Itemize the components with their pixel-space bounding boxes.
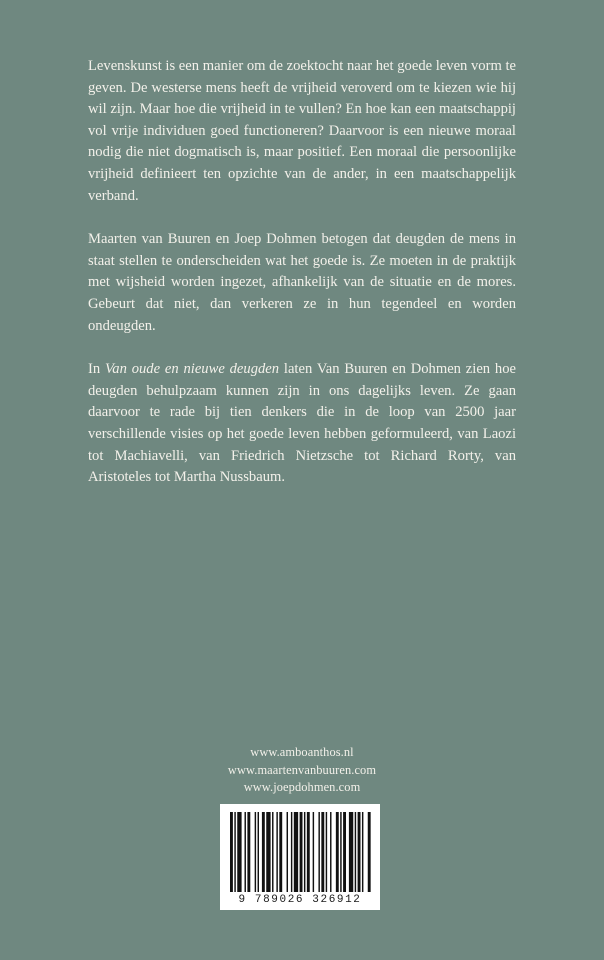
website-links: [0, 744, 604, 797]
blurb-paragraph-3-rest: laten Van Buuren en Dohmen zien hoe deugden behulpzaam kunnen zijn in ons dagelijks leven. Ze gaan daarvoor te rade bij tien denkers die in de loop van 2500 jaar verschillende visies op het goede leven hebben geformuleerd, van Laozi tot Machiavelli, van Friedrich Nietzsche tot Richard Rorty, van Aristoteles tot Martha Nussbaum.: [88, 361, 516, 486]
link-author-dohmen: www.joepdohmen.com: [243, 780, 361, 794]
blurb-paragraph-2: Maarten van Buuren en Joep Dohmen betogen dat deugden de mens in staat stellen te onderscheiden wat het goede is. Ze moeten in de praktijk met wijsheid worden ingezet, afhankelijk van de situatie en de mores. Gebeurt dat niet, dan verkeren ze in hun tegendeel en worden ondeugden.: [88, 231, 516, 334]
book-title: Van oude en nieuwe deugden: [104, 361, 280, 378]
isbn-barcode: [220, 804, 380, 910]
link-publisher: www.amboanthos.nl: [250, 745, 354, 759]
blurb-paragraph-3-lead: In: [88, 361, 105, 378]
isbn-digits: 9 789026 326912: [238, 894, 362, 906]
link-author-van-buuren: www.maartenvanbuuren.com: [227, 762, 377, 777]
back-cover-blurb: [88, 56, 516, 511]
blurb-paragraph-3: [88, 359, 516, 489]
blurb-paragraph-1: Levenskunst is een manier om de zoektocht naar het goede leven vorm te geven. De westerse mens heeft de vrijheid veroverd om te kiezen wie hij wil zijn. Maar hoe die vrijheid in te vullen? En hoe kan een maatschappij vol vrije individuen goed functioneren? Daarvoor is een nieuwe moraal nodig die niet dogmatisch is, maar positief. Een moraal die persoonlijke vrijheid definieert ten opzichte van de ander, in een maatschappelijk verband.: [88, 58, 516, 204]
